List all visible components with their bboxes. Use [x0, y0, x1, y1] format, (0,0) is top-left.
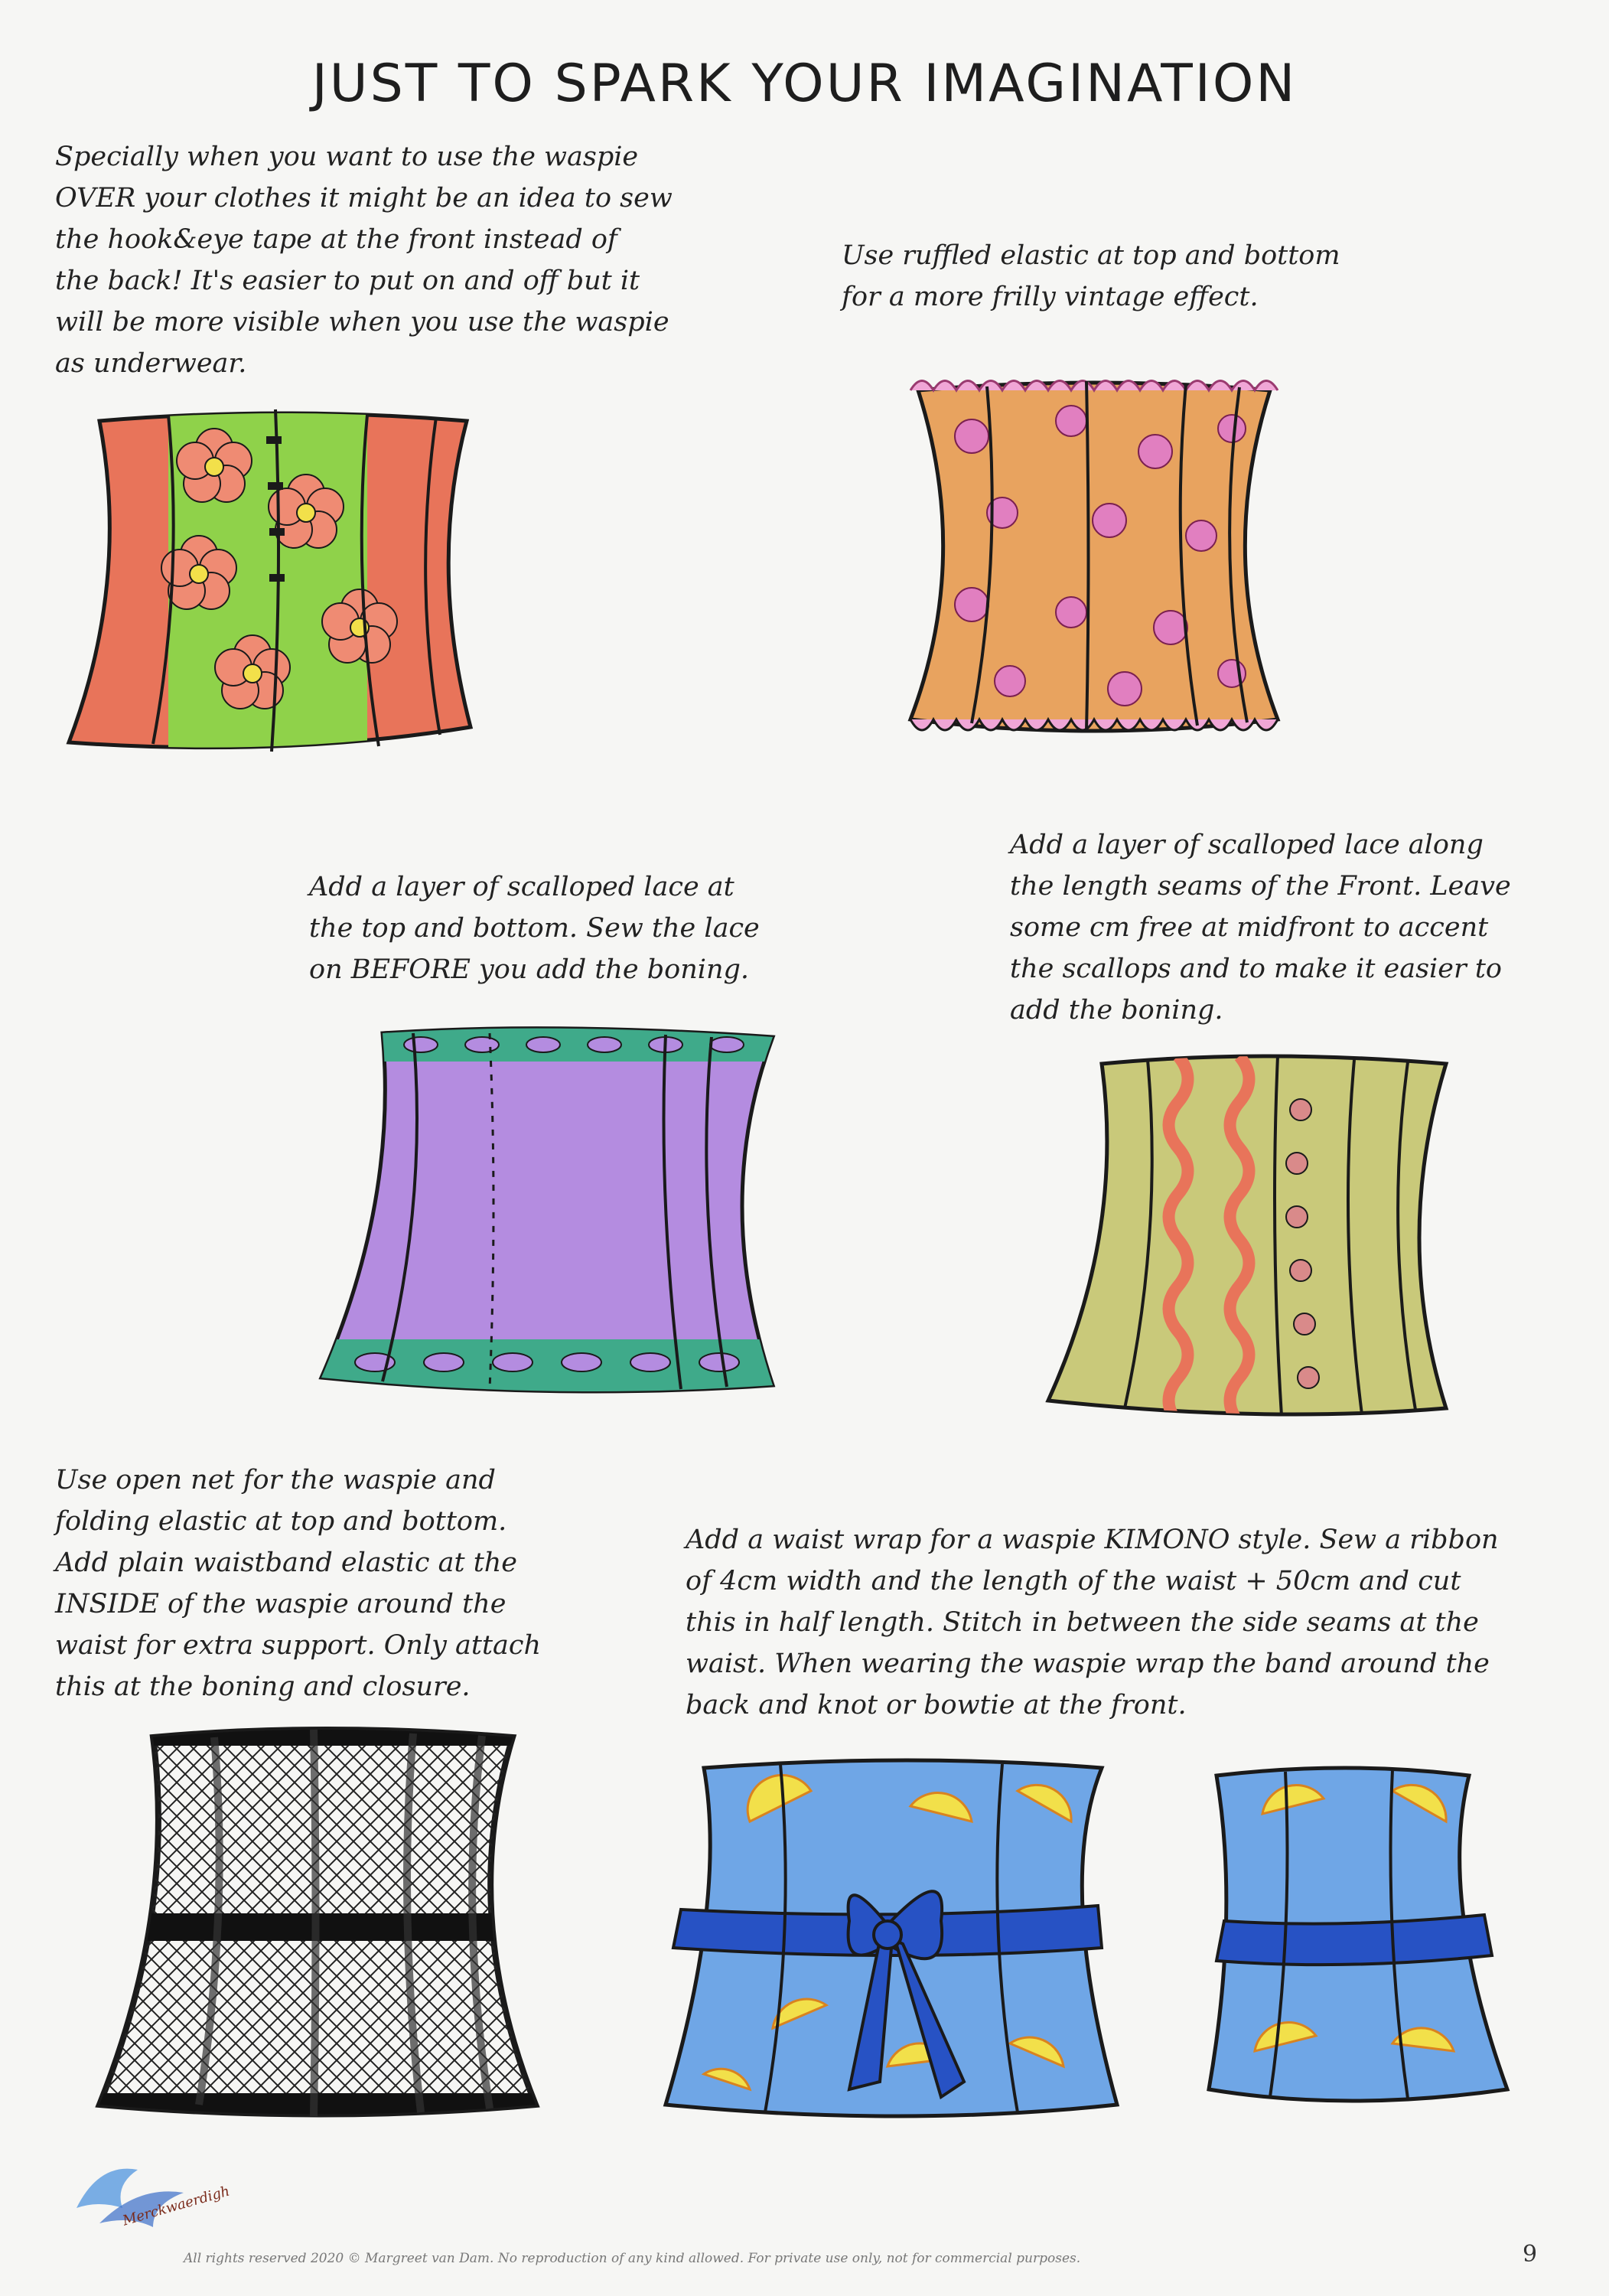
page-title: JUST TO SPARK YOUR IMAGINATION — [311, 54, 1298, 114]
waspie-front-closure-illustration — [54, 398, 528, 765]
copyright-footer: All rights reserved 2020 © Margreet van Dam. No reproduction of any kind allowed. For private use only, not for commercial purposes. — [184, 2251, 1081, 2266]
page-number: 9 — [1523, 2241, 1538, 2268]
waspie-open-net-illustration — [84, 1707, 559, 2135]
waspie-kimono-illustration — [658, 1745, 1523, 2135]
note-open-net: Use open net for the waspie and folding elastic at top and bottom. Add plain waistband elastic at the INSIDE of the waspie around the waist for extra support. Only attach this at the boning and closure. — [55, 1465, 542, 1702]
brand-name: Merckwaerdigh — [120, 2183, 232, 2229]
note-scalloped-seams: Add a layer of scalloped lace along the length seams of the Front. Leave some cm free at midfront to accent the scallops and to make it easier to add the boning. — [1010, 830, 1511, 1026]
waspie-ruffled-elastic-illustration — [880, 360, 1308, 788]
note-kimono: Add a waist wrap for a waspie KIMONO style. Sew a ribbon of 4cm width and the length of the waist + 50cm and cut this in half length. Stitch in between the side seams at the waist. When wearing the waspie wrap the band around the back and knot or bowtie at the front. — [686, 1525, 1499, 1720]
note-scalloped-top-bottom: Add a layer of scalloped lace at the top and bottom. Sew the lace on BEFORE you add the boning. — [309, 872, 760, 985]
note-ruffled-elastic: Use ruffled elastic at top and bottom for a more frilly vintage effect. — [842, 240, 1340, 312]
waspie-scalloped-lace-top-bottom-illustration — [314, 1003, 788, 1401]
waspie-scalloped-lace-seams-illustration — [1033, 1041, 1461, 1439]
note-front-closure: Specially when you want to use the waspie OVER your clothes it might be an idea to sew the hook&eye tape at the front instead of the back! It's easier to put on and off but it will be more visible when you use the waspie as underwear. — [55, 142, 673, 379]
